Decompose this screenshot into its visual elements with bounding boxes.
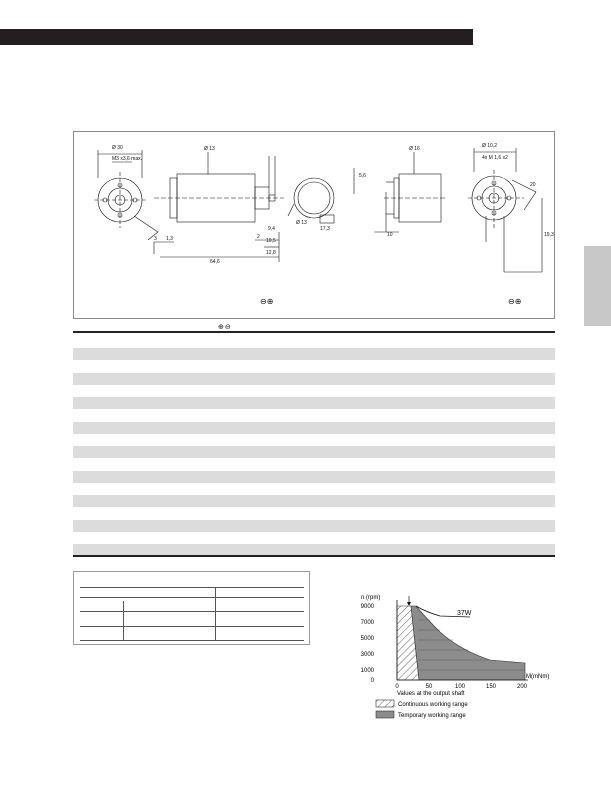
chart-ylabel: n (rpm): [361, 595, 381, 601]
dim-r20: 20: [530, 182, 536, 188]
header-polarity-symbols: ⊕⊖: [218, 324, 232, 331]
dim-w2: 2: [257, 234, 260, 240]
dim-w173: 17,3: [320, 226, 330, 232]
y-tick-group: [361, 604, 375, 684]
table-rule: [80, 626, 304, 627]
dim-m2: 4x M 1,6 x2: [482, 155, 508, 161]
power-label: 37W: [457, 610, 472, 617]
x-tick-label: 100: [454, 684, 466, 690]
chart-svg: [360, 590, 550, 725]
dim-d102: Ø 10,2: [482, 143, 498, 149]
dim-w3: 3: [154, 236, 157, 242]
table-column-divider: [123, 601, 124, 640]
dim-w94: 9,4: [268, 226, 275, 232]
legend-label: Temporary working range: [398, 713, 466, 719]
dimension-drawing: [73, 131, 555, 319]
table-row: [73, 422, 555, 434]
y-tick-label: 3000: [360, 652, 374, 658]
table-row: [73, 397, 555, 409]
secondary-table: [73, 571, 310, 645]
x-tick-label: 50: [425, 684, 433, 690]
y-tick-label: 7000: [360, 620, 374, 626]
dim-d16: Ø 16: [409, 146, 420, 152]
y-tick-label: 1000: [360, 668, 374, 674]
x-tick-label: 150: [485, 684, 497, 690]
arrow-head-icon: [407, 602, 411, 606]
section-tab: [584, 246, 611, 326]
x-tick-label: 0: [395, 684, 399, 690]
chart-caption: Values at the output shaft: [397, 691, 465, 697]
dim-d56: 5,6: [359, 173, 366, 179]
dim-d13: Ø 13: [204, 146, 215, 152]
drawing-svg: [74, 132, 554, 318]
dim-m3: M3 x3,6 max.: [112, 156, 143, 162]
y-tick-label: 9000: [360, 604, 374, 610]
table-column-divider: [215, 587, 216, 640]
table-bottom-rule: [73, 555, 555, 557]
table-rule: [80, 597, 304, 598]
table-row: [73, 446, 555, 458]
dim-w105: 10,5: [266, 238, 276, 244]
table-row: [73, 471, 555, 483]
legend-grey-swatch: [376, 711, 394, 718]
chart-xlabel: M(mNm): [526, 674, 550, 680]
speed-torque-chart: [360, 590, 550, 725]
x-tick-label: 200: [516, 684, 528, 690]
dim-l193: 19,3: [544, 232, 554, 238]
table-rule: [80, 587, 304, 588]
y-tick-label: 5000: [360, 636, 374, 642]
x-tick-group: [395, 684, 527, 690]
header-bar: [0, 29, 473, 45]
dim-d13b: Ø 13: [296, 220, 307, 226]
y-tick-label: 0: [370, 678, 374, 684]
table-row: [73, 520, 555, 532]
dim-w128: 12,8: [266, 250, 276, 256]
spec-table: [73, 324, 555, 557]
legend-label: Continuous working range: [398, 702, 468, 708]
polarity-symbols-right: ⊖⊕: [508, 297, 522, 306]
dim-length: 64,6: [210, 259, 220, 265]
table-row: [73, 495, 555, 507]
table-row: [73, 373, 555, 385]
table-top-rule: [73, 331, 555, 333]
table-rule: [80, 640, 304, 641]
dim-w13: 1,3: [166, 236, 173, 242]
legend-hatched-swatch: [376, 700, 394, 707]
dim-d30: Ø 30: [112, 145, 123, 151]
table-row: [73, 348, 555, 360]
polarity-symbols-left: ⊖⊕: [260, 297, 274, 306]
dim-l10: 10: [387, 232, 393, 238]
table-rule: [80, 611, 304, 612]
